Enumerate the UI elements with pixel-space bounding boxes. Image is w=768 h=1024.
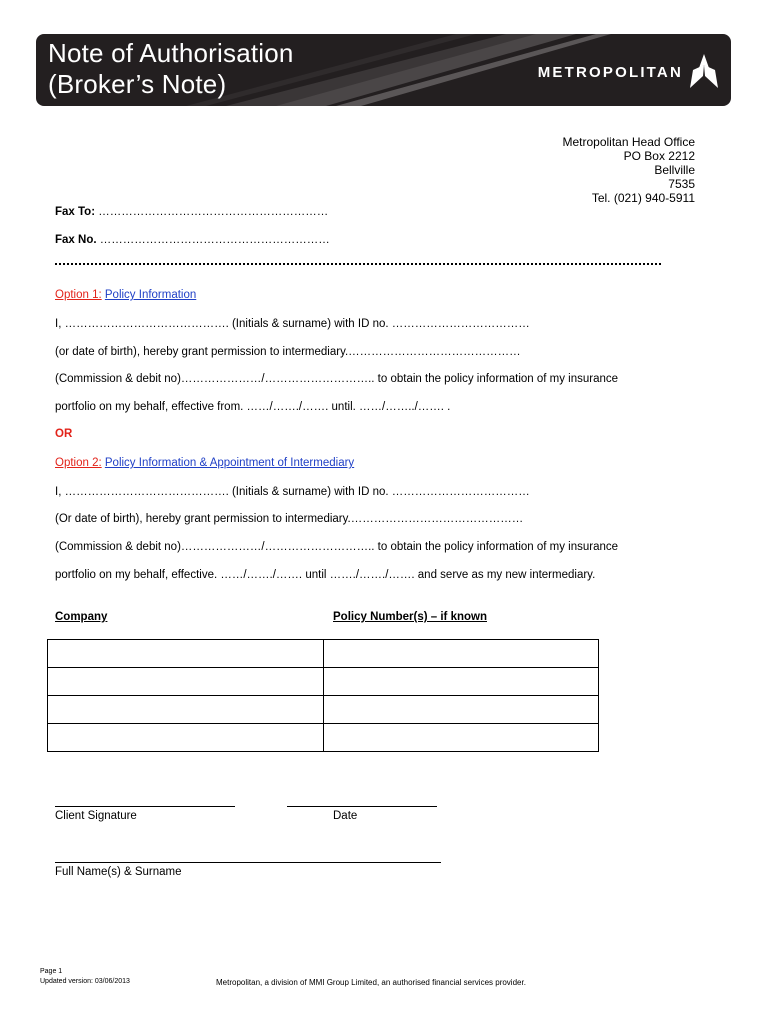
full-name-line[interactable] <box>55 862 441 863</box>
option2-title: Policy Information & Appointment of Intermediary <box>104 457 355 469</box>
option2-line-1[interactable]: I, ……………………………………. (Initials & surname) with ID no. ……………………………… <box>55 486 530 498</box>
client-signature-line[interactable] <box>55 806 235 807</box>
option2-label: Option 2: <box>55 457 102 469</box>
updated-version: Updated version: 03/06/2013 <box>40 978 130 985</box>
policy-number-cell[interactable] <box>324 696 599 724</box>
footer-disclaimer: Metropolitan, a division of MMI Group Limited, an authorised financial services provider. <box>216 978 526 987</box>
option2-line-3[interactable]: (Commission & debit no)…………………/……………………….. to obtain the policy information of my insurance <box>55 541 619 553</box>
company-column-header: Company <box>55 611 108 623</box>
policy-table <box>47 639 599 752</box>
metropolitan-logo-icon <box>687 54 721 90</box>
dotted-divider <box>55 263 661 265</box>
option1-label: Option 1: <box>55 289 102 301</box>
fax-to-row <box>55 206 328 218</box>
date-label: Date <box>333 810 358 822</box>
option2-line-2[interactable]: (Or date of birth), hereby grant permission to intermediary.……………………………………… <box>55 513 524 525</box>
fax-no-label: Fax No. <box>55 234 97 246</box>
table-row <box>48 668 599 696</box>
company-cell[interactable] <box>48 724 324 752</box>
address-line: Tel. (021) 940-5911 <box>591 191 695 205</box>
option1-title: Policy Information <box>104 289 197 301</box>
option1-line-4[interactable]: portfolio on my behalf, effective from. ……/……./……. until. ……/……../……. . <box>55 401 451 413</box>
client-signature-label: Client Signature <box>55 810 137 822</box>
company-cell[interactable] <box>48 640 324 668</box>
table-row <box>48 696 599 724</box>
address-line: PO Box 2212 <box>623 149 695 163</box>
policy-number-cell[interactable] <box>324 668 599 696</box>
option2-line-4[interactable]: portfolio on my behalf, effective. ……/……./……. until ……./……./……. and serve as my new intermediary. <box>55 569 596 581</box>
page-number: Page 1 <box>40 968 63 975</box>
address-line: 7535 <box>668 177 695 191</box>
header-banner <box>36 34 731 106</box>
or-separator: OR <box>55 428 73 440</box>
table-row <box>48 724 599 752</box>
policy-number-column-header: Policy Number(s) – if known <box>333 611 487 623</box>
address-line: Bellville <box>654 163 695 177</box>
option2-heading <box>55 457 354 469</box>
fax-no-field[interactable]: …………………………………………………… <box>99 234 330 246</box>
option1-line-3[interactable]: (Commission & debit no)…………………/……………………….. to obtain the policy information of my insurance <box>55 373 619 385</box>
policy-number-cell[interactable] <box>324 640 599 668</box>
address-line: Metropolitan Head Office <box>562 135 695 149</box>
option1-line-1[interactable]: I, ……………………………………. (Initials & surname) with ID no. ……………………………… <box>55 318 530 330</box>
title-line-2: (Broker’s Note) <box>48 69 227 99</box>
title-line-1: Note of Authorisation <box>48 38 294 68</box>
full-name-label: Full Name(s) & Surname <box>55 866 182 878</box>
fax-to-label: Fax To: <box>55 206 96 218</box>
table-row <box>48 640 599 668</box>
company-cell[interactable] <box>48 668 324 696</box>
policy-number-cell[interactable] <box>324 724 599 752</box>
head-office-address <box>562 135 695 205</box>
option1-line-2[interactable]: (or date of birth), hereby grant permission to intermediary.……………………………………… <box>55 346 521 358</box>
fax-to-field[interactable]: …………………………………………………… <box>98 206 329 218</box>
document-title <box>48 38 294 100</box>
brand-name: METROPOLITAN <box>537 64 683 81</box>
date-line[interactable] <box>287 806 437 807</box>
company-cell[interactable] <box>48 696 324 724</box>
option1-heading <box>55 289 196 301</box>
fax-no-row <box>55 234 330 246</box>
